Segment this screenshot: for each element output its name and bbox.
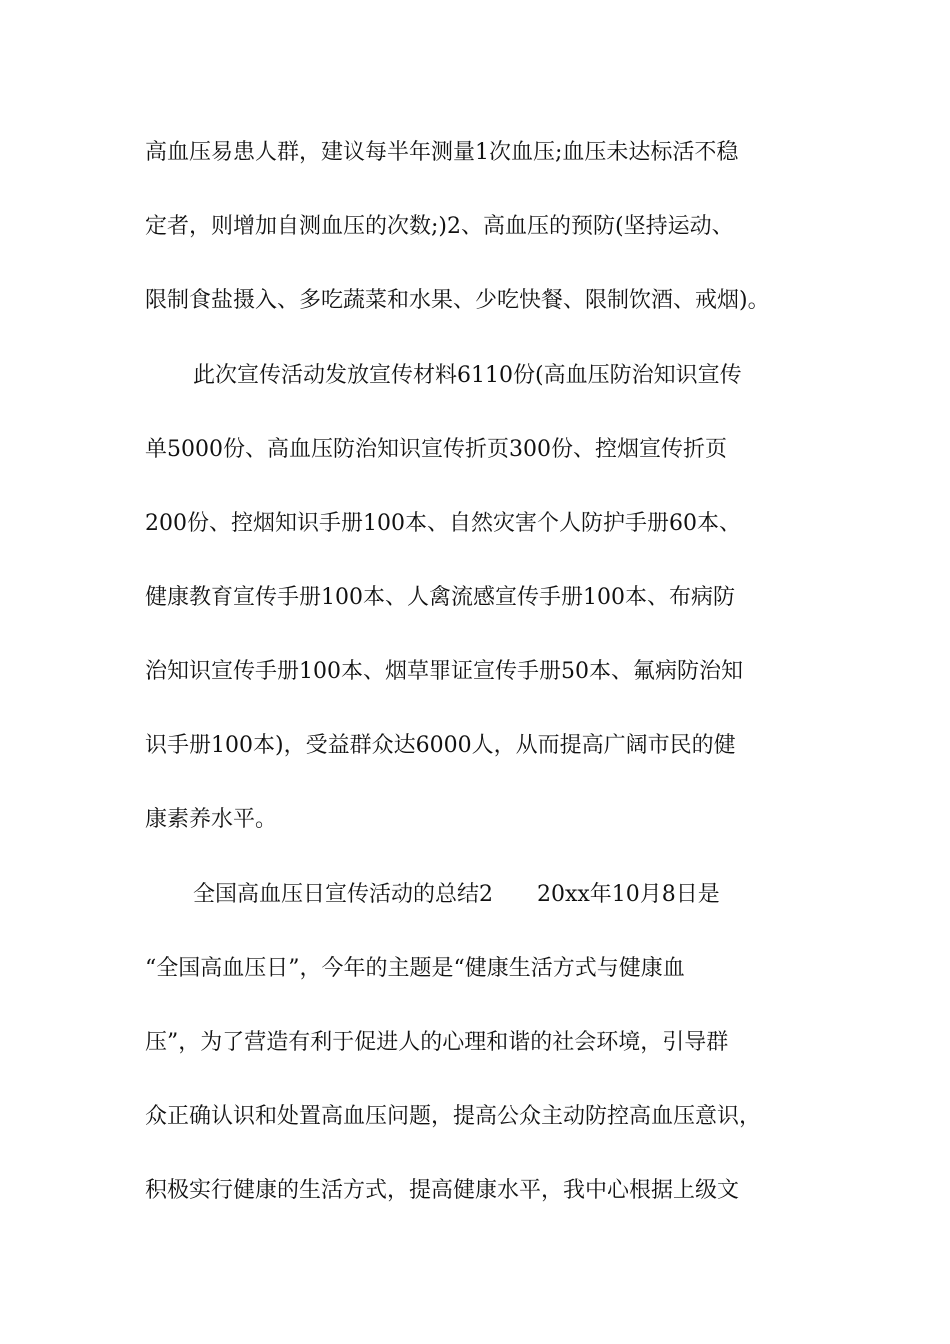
text-line-10: 康素养水平。: [145, 807, 278, 832]
text-line-1: 高血压易患人群，建议每半年测量1次血压;血压未达标活不稳: [145, 140, 739, 165]
text-line-8: 治知识宣传手册100本、烟草罪证宣传手册50本、氟病防治知: [145, 659, 743, 684]
text-line-13: 压”，为了营造有利于促进人的心理和谐的社会环境，引导群: [145, 1030, 729, 1055]
paragraph-start-line: 此次宣传活动发放宣传材料6110份(高血压防治知识宣传: [193, 363, 742, 388]
text-line-12: “全国高血压日”，今年的主题是“健康生活方式与健康血: [145, 956, 685, 981]
text-line-14: 众正确认识和处置高血压问题，提高公众主动防控高血压意识，: [145, 1104, 762, 1129]
text-line-15: 积极实行健康的生活方式，提高健康水平，我中心根据上级文: [145, 1178, 740, 1203]
text-line-6: 200份、控烟知识手册100本、自然灾害个人防护手册60本、: [145, 511, 741, 536]
text-line-9: 识手册100本)，受益群众达6000人，从而提高广阔市民的健: [145, 733, 736, 758]
text-line-2: 定者，则增加自测血压的次数;)2、高血压的预防(坚持运动、: [145, 214, 734, 239]
section-heading-line: 全国高血压日宣传活动的总结2 20xx年10月8日是: [193, 882, 720, 907]
text-line-5: 单5000份、高血压防治知识宣传折页300份、控烟宣传折页: [145, 437, 727, 462]
text-line-3: 限制食盐摄入、多吃蔬菜和水果、少吃快餐、限制饮酒、戒烟)。: [145, 288, 770, 313]
text-line-7: 健康教育宣传手册100本、人禽流感宣传手册100本、布病防: [145, 585, 735, 610]
